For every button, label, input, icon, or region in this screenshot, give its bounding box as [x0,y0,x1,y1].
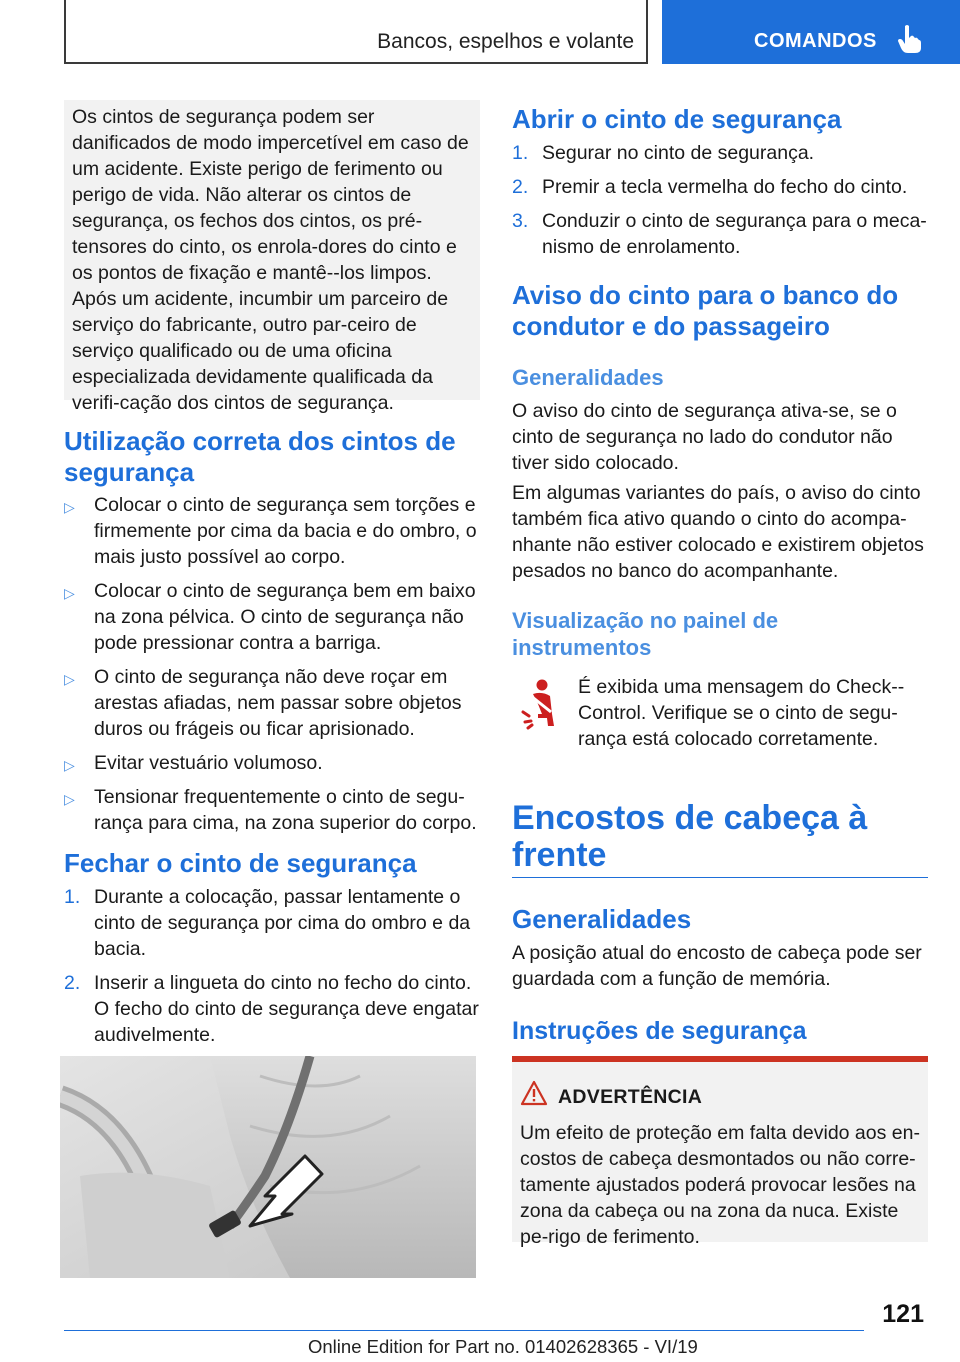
seat-illustration [60,1056,476,1278]
reminder-heading: Aviso do cinto para o banco do condutor e do passageiro [512,280,899,341]
footer-rule [64,1330,864,1331]
list-item: ▷ O cinto de segurança não deve roçar em arestas afiadas, nem passar sobre objetos duros ou frágeis ou ficar aprisionado. [64,666,462,740]
edition-text: Online Edition for Part no. 01402628365 - VI/19 [308,1336,698,1357]
display-heading: Visualização no painel de instrumentos [512,608,779,660]
warning-title: ADVERTÊNCIA [558,1086,703,1108]
list-item: ▷ Tensionar frequentemente o cinto de segu-rança para cima, na zona superior do corpo. [64,786,477,834]
open-steps [512,140,928,260]
general-heading: Generalidades [512,365,664,390]
section-title: Bancos, espelhos e volante [377,30,634,53]
seatbelt-warning-icon [518,678,564,730]
section-rule [512,877,928,878]
general-paragraph-1: O aviso do cinto de segurança ativa-se, se o cinto de segurança no lado do condutor não tiver sido colocado. [512,400,897,474]
left-warning-text: Os cintos de segurança podem ser danificados de modo impercetível em caso de um acidente. Existe perigo de ferimento ou perigo de vida. Não alterar os cintos de segurança, os fechos dos cintos, os pré-tensores do cinto, os enrola-dores do cinto e os pontos de fixação e mantê--los limpos. Após um acidente, incumbir um parceiro de serviço do fabricante, outro par-ceiro de serviço qualificado ou de uma oficina especializada devidamente qualificada da verifi-cação dos cintos de segurança. [72,106,469,414]
open-heading: Abrir o cinto de segurança [512,104,842,134]
chapter-tab-label: COMANDOS [754,30,877,52]
warning-triangle-icon [520,1080,548,1106]
list-item: ▷ Colocar o cinto de segurança bem em baixo na zona pélvica. O cinto de segurança não pode pressionar contra a barriga. [64,580,476,654]
list-item: ▷ Evitar vestuário volumoso. [64,750,480,776]
chapter-tab[interactable] [662,0,960,64]
left-warning-box [64,100,480,414]
headrest-general-heading: Generalidades [512,904,692,934]
headrest-heading: Encostos de cabeça à frente [512,799,868,874]
list-item: ▷ Colocar o cinto de segurança sem torções e firmemente por cima da bacia e do ombro, o mais justo possível ao corpo. [64,494,477,568]
list-item: 1. Durante a colocação, passar lentamente o cinto de segurança por cima do ombro e da bacia. [64,886,471,960]
close-steps [64,884,480,1048]
usage-heading: Utilização correta dos cintos de segurança [64,426,456,487]
usage-list [64,492,480,836]
triangle-bullet-icon: ▷ [64,791,75,807]
list-item: 2. Premir a tecla vermelha do fecho do cinto. [512,176,908,198]
triangle-bullet-icon: ▷ [64,585,75,601]
list-item: 3. Conduzir o cinto de segurança para o meca-nismo de enrolamento. [512,210,927,258]
warning-text: Um efeito de proteção em falta devido aos en-costos de cabeça desmontados ou não corre-tamente ajustados poderá provocar lesões na zona da cabeça ou na zona da nuca. Existe pe-rigo de ferimento. [520,1122,920,1248]
list-item: 2. Inserir a lingueta do cinto no fecho do cinto. O fecho do cinto de segurança deve engatar audivelmente. [64,972,479,1046]
pointing-hand-icon [896,24,922,54]
page-number: 121 [882,1300,924,1328]
seatbelt-buckle-photo [60,1056,476,1278]
safety-heading: Instruções de segurança [512,1017,807,1045]
header-frame [64,0,648,64]
headrest-general-text: A posição atual do encosto de cabeça pode ser guardada com a função de memória. [512,942,922,990]
triangle-bullet-icon: ▷ [64,757,75,773]
general-paragraph-2: Em algumas variantes do país, o aviso do cinto também fica ativo quando o cinto do acompa-nhante não estiver colocado e existirem objetos pesados no banco do acompanhante. [512,482,924,582]
list-item: 1. Segurar no cinto de segurança. [512,142,815,164]
triangle-bullet-icon: ▷ [64,671,75,687]
triangle-bullet-icon: ▷ [64,499,75,515]
close-heading: Fechar o cinto de segurança [64,848,417,878]
display-text: É exibida uma mensagem do Check--Control. Verifique se o cinto de segu-rança está colocado corretamente. [578,676,905,750]
